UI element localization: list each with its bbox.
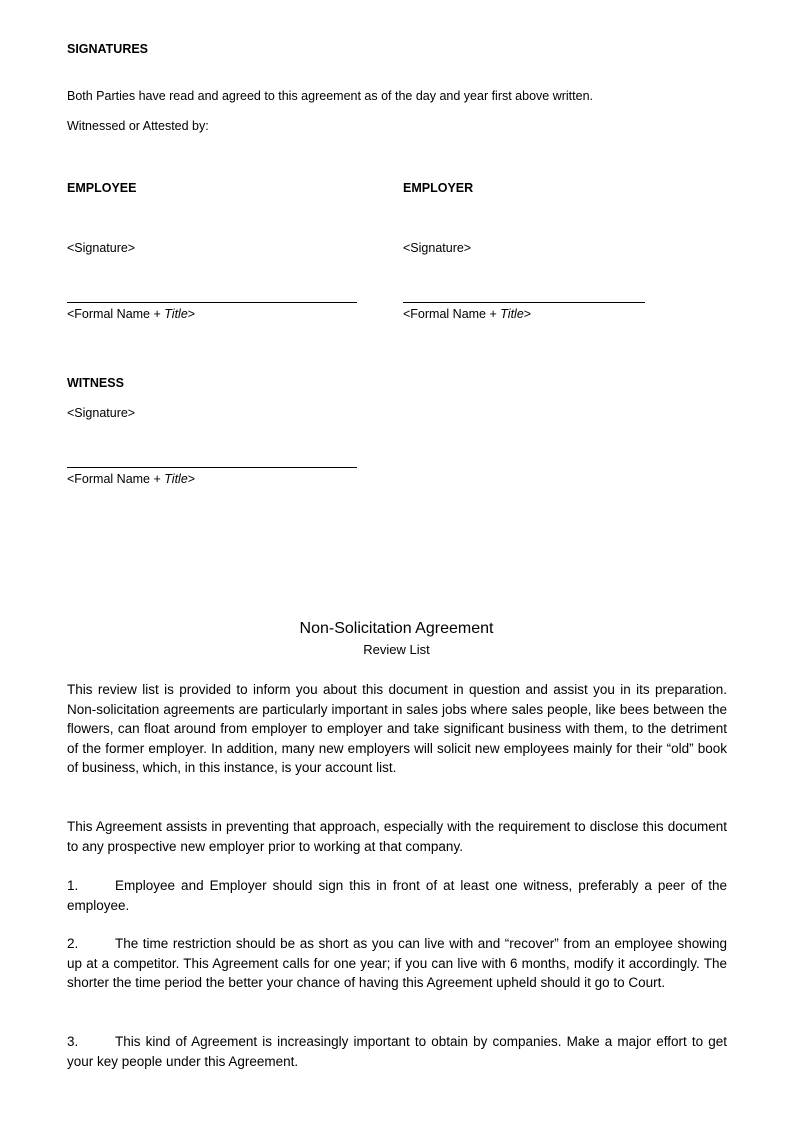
- review-paragraph-2: This Agreement assists in preventing that approach, especially with the requirement to disclose this document to any prospective new employer prior to working at that company.: [67, 819, 727, 854]
- employer-name-title: Title: [500, 307, 524, 321]
- employee-name-suffix: >: [187, 307, 196, 321]
- employee-signature-line: [67, 302, 357, 303]
- review-paragraph-1: This review list is provided to inform you about this document in question and assist you in its preparation. Non-solicitation agreements are particularly important in sales jobs where sales people, like bees between the flowers, can float around from employer to employer and take significant business with them, to the detriment of the former employer. In addition, many new employers will solicit new employees mainly for their “old” book of business, which, in this instance, is your account list.: [67, 682, 727, 775]
- employer-formal-name: [403, 307, 531, 321]
- review-item-2-text: The time restriction should be as short as you can live with and “recover” from an employee showing up at a competitor. This Agreement calls for one year; if you can live with 6 months, modify it accordingly. The shorter the time period the better your chance of having this Agreement upheld should it go to Court.: [67, 936, 727, 990]
- witness-name-title: Title: [164, 472, 188, 486]
- witness-name-prefix: <Formal Name +: [67, 472, 165, 486]
- signatures-heading: SIGNATURES: [67, 42, 149, 56]
- review-item-3-text: This kind of Agreement is increasingly important to obtain by companies. Make a major effort to get your key people under this Agreement.: [67, 1034, 727, 1069]
- review-item-1: [67, 876, 727, 915]
- witness-name-suffix: >: [187, 472, 196, 486]
- witness-label: WITNESS: [67, 376, 124, 390]
- employer-signature-line: [403, 302, 645, 303]
- review-item-2-number: 2.: [67, 936, 79, 951]
- review-item-3-number: 3.: [67, 1034, 79, 1049]
- witness-formal-name: [67, 472, 195, 486]
- employer-label: EMPLOYER: [403, 181, 474, 195]
- review-item-3: [67, 1032, 727, 1071]
- employee-name-title: Title: [164, 307, 188, 321]
- review-title: Non-Solicitation Agreement: [299, 620, 494, 637]
- witnessed-label: Witnessed or Attested by:: [67, 119, 209, 133]
- employee-name-prefix: <Formal Name +: [67, 307, 165, 321]
- review-item-1-text: Employee and Employer should sign this in front of at least one witness, preferably a peer of the employee.: [67, 878, 727, 913]
- review-subtitle: Review List: [363, 642, 430, 657]
- witness-signature-line: [67, 467, 357, 468]
- witness-signature: <Signature>: [67, 406, 136, 420]
- employee-signature: <Signature>: [67, 241, 136, 255]
- review-item-1-number: 1.: [67, 878, 79, 893]
- signatures-intro: Both Parties have read and agreed to this agreement as of the day and year first above written.: [67, 89, 594, 103]
- employer-name-prefix: <Formal Name +: [403, 307, 501, 321]
- review-item-2: [67, 934, 727, 993]
- employee-label: EMPLOYEE: [67, 181, 137, 195]
- employer-signature: <Signature>: [403, 241, 472, 255]
- employee-formal-name: [67, 307, 195, 321]
- employer-name-suffix: >: [523, 307, 532, 321]
